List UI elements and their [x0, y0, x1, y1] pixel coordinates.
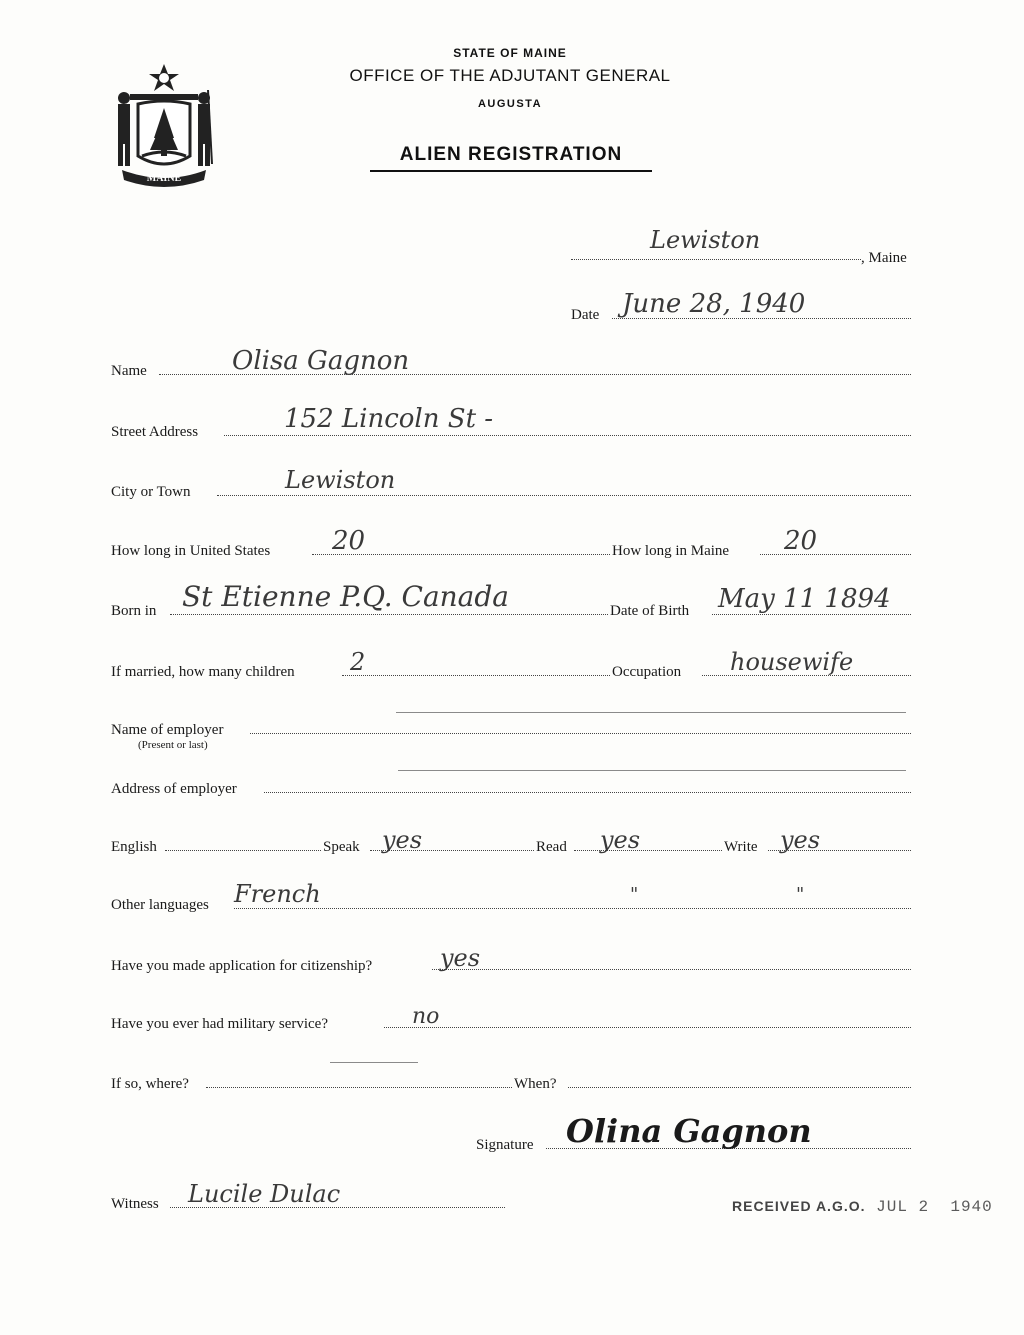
read-line — [574, 849, 722, 851]
place-value: Lewiston — [650, 226, 761, 254]
received-stamp — [732, 1198, 993, 1216]
received-stamp-date: JUL 2 1940 — [876, 1198, 993, 1216]
children-value: 2 — [350, 648, 366, 676]
long-me-line — [760, 553, 911, 555]
born-line — [170, 613, 608, 615]
citizenship-line — [432, 968, 911, 970]
children-label: If married, how many children — [111, 664, 295, 680]
employer-dash-stroke — [396, 712, 906, 713]
city-line — [217, 494, 911, 496]
header-state: STATE OF MAINE — [453, 46, 567, 60]
dob-label: Date of Birth — [610, 603, 690, 619]
name-label: Name — [111, 363, 147, 379]
born-value: St Etienne P.Q. Canada — [182, 580, 509, 613]
place-line — [571, 258, 861, 260]
english-label: English — [111, 839, 157, 855]
street-value: 152 Lincoln St - — [284, 404, 494, 434]
when-label: When? — [514, 1076, 557, 1092]
read-label: Read — [536, 839, 567, 855]
date-label: Date — [571, 307, 600, 323]
occupation-label: Occupation — [612, 664, 682, 680]
long-us-label: How long in United States — [111, 543, 271, 559]
city-label: City or Town — [111, 484, 191, 500]
employer-label: Name of employer — [111, 722, 224, 738]
seal-banner-text: MAINE — [146, 173, 182, 184]
form-title: ALIEN REGISTRATION — [370, 144, 652, 172]
when-line — [568, 1086, 911, 1088]
name-value: Olisa Gagnon — [232, 346, 410, 376]
other-languages-write: " — [796, 884, 805, 905]
other-languages-read: " — [630, 884, 639, 905]
employer-sublabel: (Present or last) — [138, 739, 208, 751]
signature-label: Signature — [476, 1137, 534, 1153]
other-languages-label: Other languages — [111, 897, 209, 913]
long-me-value: 20 — [784, 526, 818, 556]
children-line — [342, 674, 610, 676]
city-value: Lewiston — [285, 466, 396, 494]
place-suffix: , Maine — [861, 250, 907, 266]
speak-value: yes — [382, 826, 423, 854]
read-value: yes — [600, 826, 641, 854]
born-label: Born in — [111, 603, 157, 619]
witness-value: Lucile Dulac — [188, 1180, 341, 1208]
where-label: If so, where? — [111, 1076, 189, 1092]
signature-value: Olina Gagnon — [566, 1112, 812, 1150]
other-languages-value: French — [234, 880, 321, 908]
long-us-value: 20 — [332, 526, 366, 556]
employer-address-line — [264, 791, 911, 793]
street-line — [224, 434, 911, 436]
employer-address-label: Address of employer — [111, 781, 237, 797]
header-office: OFFICE OF THE ADJUTANT GENERAL — [349, 66, 671, 85]
english-line — [165, 849, 321, 851]
occupation-value: housewife — [730, 648, 854, 676]
received-stamp-label: RECEIVED A.G.O. — [732, 1198, 866, 1214]
military-line — [384, 1026, 911, 1028]
header-city: AUGUSTA — [477, 98, 543, 110]
citizenship-value: yes — [440, 944, 481, 972]
speak-label: Speak — [323, 839, 360, 855]
date-value: June 28, 1940 — [622, 289, 806, 319]
other-languages-line — [234, 907, 911, 909]
military-label: Have you ever had military service? — [111, 1016, 328, 1032]
write-value: yes — [780, 826, 821, 854]
dob-value: May 11 1894 — [718, 584, 891, 614]
write-label: Write — [724, 839, 758, 855]
where-line — [206, 1086, 512, 1088]
citizenship-label: Have you made application for citizenship? — [111, 958, 373, 974]
employer-address-dash-stroke — [398, 770, 906, 771]
military-dash-stroke — [330, 1062, 418, 1063]
street-label: Street Address — [111, 424, 199, 440]
long-me-label: How long in Maine — [612, 543, 730, 559]
military-value: no — [412, 1004, 440, 1029]
employer-line — [250, 732, 911, 734]
witness-label: Witness — [111, 1196, 159, 1212]
maine-state-seal-icon — [108, 60, 220, 188]
